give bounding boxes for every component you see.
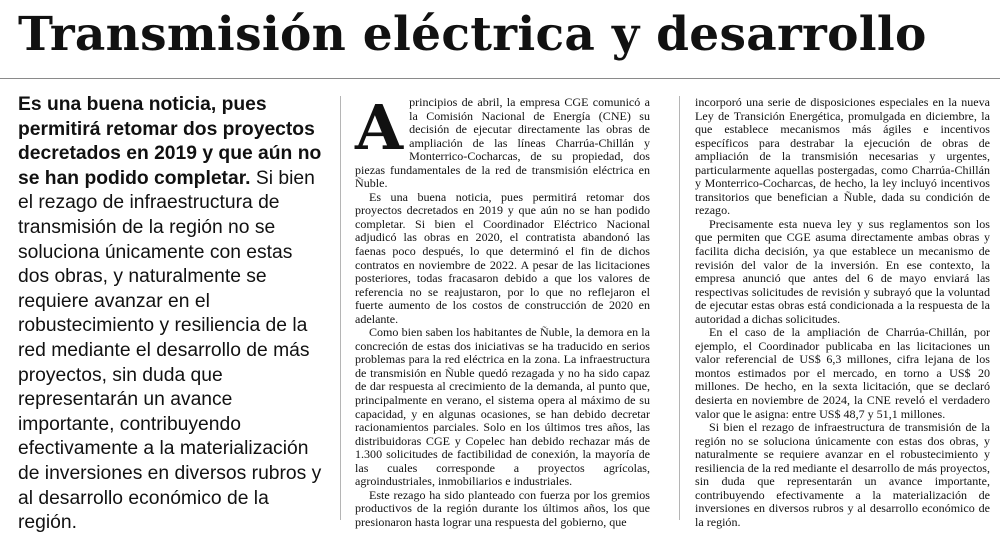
drop-cap: A bbox=[355, 91, 404, 164]
sidebar-lead: Es una buena noticia, pues permitirá retomar dos proyectos decretados en 2019 y que aún no se han podido completar. bbox=[18, 94, 322, 189]
article-paragraph: Si bien el rezago de infraestructura de transmisión de la región no se soluciona únicamente con estas dos obras, y naturalmente se requiere avanzar en el robustecimiento y resiliencia de la red mediante el desarrollo de más proyectos, sin duda que representarán un avance importante, contribuyendo efectivamente a la materialización de inversiones en diversos rubros y al desarrollo económico de la región. bbox=[695, 420, 990, 529]
article-paragraph: En el caso de la ampliación de Charrúa-Chillán, por ejemplo, el Coordinador publicaba en las licitaciones un valor referencial de US$ 6,3 millones, cifra lejana de los montos estimados por el mercado, en torno a US$ 20 millones. De hecho, en la sexta licitación, que se declaró desierta en noviembre de 2024, la CNE reveló el verdadero valor que le asigna: entre US$ 48,7 y 51,1 millones. bbox=[695, 325, 990, 421]
article-paragraph: Precisamente esta nueva ley y sus reglamentos son los que permiten que CGE asuma directamente ambas obras y facilita dicha decisión, ya que establece un mecanismo de revisión del valor de la inversión. En ese contexto, la empresa anunció que antes del 6 de mayo enviará las respectivas solicitudes de revisión y subrayó que la voluntad de ejecutar estas obras está condicionada a la respuesta de la autoridad a dichas solicitudes. bbox=[695, 216, 990, 326]
article-paragraph: Este rezago ha sido planteado con fuerza por los gremios productivos de la región durante los últimos años, los que presionaron hasta lograr una respuesta del gobierno, que bbox=[355, 487, 650, 529]
article-paragraph: Como bien saben los habitantes de Ñuble, la demora en la concreción de estas dos iniciativas se ha traducido en serios problemas para la red eléctrica en la zona. La infraestructura de transmisión en Ñuble quedó rezagada y no ha sido capaz de dar respuesta al crecimiento de la demanda, al punto que, principalmente en verano, el sistema opera al máximo de su capacidad, y en algunas ocasiones, se han debido decretar racionamientos parciales. Solo en los últimos tres años, las distribuidoras CGE y Copelec han debido rechazar más de 1.300 solicitudes de factibilidad de conexión, la mayoría de las cuales corresponde a proyectos agrícolas, agroindustriales, inmobiliarios e industriales. bbox=[355, 325, 650, 489]
article-paragraph: incorporó una serie de disposiciones especiales en la nueva Ley de Transición Energética, promulgada en diciembre, la que establece mecanismos más ágiles e incentivos específicos para destrabar la ejecución de obras de ampliación de la transmisión necesarias y urgentes, particularmente aquellas postergadas, como Charrúa-Chillán y Monterrico-Cocharcas, de hecho, la ley incluyó incentivos transitorios que benefician a Ñuble, dada su condición de rezago. bbox=[695, 95, 990, 218]
headline: Transmisión eléctrica y desarrollo bbox=[18, 7, 927, 62]
article-column-2 bbox=[695, 95, 990, 529]
sidebar-summary bbox=[18, 93, 324, 536]
headline-divider bbox=[0, 78, 1000, 79]
column-divider-left bbox=[340, 96, 341, 520]
article-paragraph: Es una buena noticia, pues permitirá retomar dos proyectos decretados en 2019 y que aún no se han podido completar. Si bien el Coordinador Eléctrico Nacional adjudicó las obras en 2020, el contratista abandonó las faenas poco después, lo que determinó el fin de dichos contratos en noviembre de 2022. A pesar de las licitaciones posteriores, todas fracasaron debido a que los valores de referencia no se reajustaron, por lo que no reflejaron el fuerte aumento de los costos de construcción de 2020 en adelante. bbox=[355, 189, 650, 326]
article-column-1 bbox=[355, 91, 650, 529]
column-divider-right bbox=[679, 96, 680, 520]
article-paragraph: Aprincipios de abril, la empresa CGE comunicó a la Comisión Nacional de Energía (CNE) su decisión de ejecutar directamente las obras de ampliación de las líneas Charrúa-Chillán y Monterrico-Cocharcas, de su propiedad, dos piezas fundamentales de la red de transmisión eléctrica en Ñuble. bbox=[355, 91, 650, 191]
sidebar-text: Si bien el rezago de infraestructura de transmisión de la región no se soluciona únicamente con estas dos obras, y naturalmente se requiere avanzar en el robustecimiento y resiliencia de la red mediante el desarrollo de más proyectos, sin duda que representarán un avance importante, contribuyendo efectivamente a la materialización de inversiones en diversos rubros y al desarrollo económico de la región. bbox=[18, 167, 322, 534]
